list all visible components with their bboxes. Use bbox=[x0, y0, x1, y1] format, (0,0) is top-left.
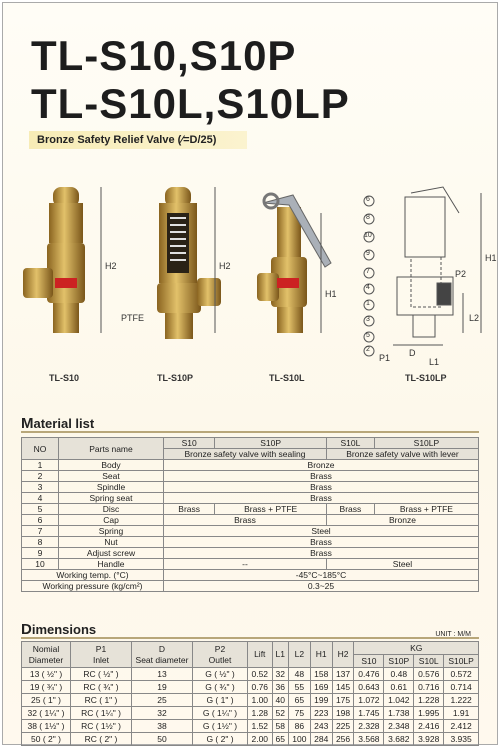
table-cell: 1.222 bbox=[444, 694, 479, 707]
p1-label: P1 bbox=[379, 353, 391, 363]
table-cell: 19 bbox=[132, 681, 193, 694]
table-row: 5 Disc Brass Brass + PTFE Brass Brass + PTFE bbox=[22, 504, 479, 515]
table-cell: 199 bbox=[310, 694, 332, 707]
table-row: 8 Nut Brass bbox=[22, 537, 479, 548]
table-cell: 48 bbox=[288, 668, 310, 681]
table-row bbox=[22, 720, 479, 733]
material-table: NO Parts name S10 S10P S10L S10LP Bronze safety valve with sealing Bronze safety valve with lever 1 Body Bronze 2 Seat Brass 3 Spindle Brass 4 Spring seat Brass 5 Disc Brass Brass + PTFE Brass Brass + PTFE 6 Cap Brass Bronze 7 Spring Steel 8 Nut Brass 9 Adjust screw Brass 10 Handle -- Steel Working temp. (°C) -45°C~185°C Working pressure (kg/cm²) 0.3~25 bbox=[21, 437, 479, 592]
table-cell: 32 ( 1¼" ) bbox=[22, 707, 71, 720]
table-row: Working pressure (kg/cm²) 0.3~25 bbox=[22, 581, 479, 592]
table-cell: 58 bbox=[272, 720, 288, 733]
desc-lever: Bronze safety valve with lever bbox=[326, 449, 478, 460]
table-cell: 1.28 bbox=[248, 707, 273, 720]
desc-sealing: Bronze safety valve with sealing bbox=[164, 449, 327, 460]
table-cell: 100 bbox=[288, 733, 310, 746]
table-cell: 1.072 bbox=[354, 694, 384, 707]
table-row: 3 Spindle Brass bbox=[22, 482, 479, 493]
table-row: 10 Handle -- Steel bbox=[22, 559, 479, 570]
caption-s10: TL-S10 bbox=[49, 373, 80, 383]
table-cell: G ( ½" ) bbox=[193, 668, 248, 681]
table-cell: 52 bbox=[272, 707, 288, 720]
table-cell: 223 bbox=[310, 707, 332, 720]
table-cell: 0.48 bbox=[384, 668, 414, 681]
p2-label: P2 bbox=[455, 269, 467, 279]
h2-label: H2 bbox=[105, 261, 117, 271]
table-cell: 13 ( ½" ) bbox=[22, 668, 71, 681]
table-cell: 32 bbox=[272, 668, 288, 681]
col-no: NO bbox=[22, 438, 59, 460]
caption-s10p: TL-S10P bbox=[157, 373, 194, 383]
page-title-line2: TL-S10L,S10LP bbox=[31, 80, 350, 127]
table-cell: 75 bbox=[288, 707, 310, 720]
callout-8: 8 bbox=[366, 214, 370, 221]
divider bbox=[21, 637, 479, 639]
table-cell: 3.568 bbox=[354, 733, 384, 746]
table-row: 1 Body Bronze bbox=[22, 460, 479, 471]
table-cell: 1.52 bbox=[248, 720, 273, 733]
table-cell: 1.738 bbox=[384, 707, 414, 720]
table-cell: 169 bbox=[310, 681, 332, 694]
table-cell: 0.52 bbox=[248, 668, 273, 681]
col-parts-name: Parts name bbox=[59, 438, 164, 460]
table-row: 6 Cap Brass Bronze bbox=[22, 515, 479, 526]
table-cell: 2.412 bbox=[444, 720, 479, 733]
callout-3: 3 bbox=[366, 316, 370, 323]
h1-label: H1 bbox=[325, 289, 337, 299]
callout-10: 10 bbox=[364, 232, 372, 239]
h1-label: H1 bbox=[485, 253, 497, 263]
table-cell: 1.745 bbox=[354, 707, 384, 720]
table-cell: 38 bbox=[132, 720, 193, 733]
table-row bbox=[22, 707, 479, 720]
table-cell: 25 ( 1" ) bbox=[22, 694, 71, 707]
dimensions-body bbox=[22, 668, 479, 746]
table-cell: G ( 1½" ) bbox=[193, 720, 248, 733]
table-cell: 1.995 bbox=[414, 707, 444, 720]
table-cell: 137 bbox=[332, 668, 354, 681]
table-cell: 0.61 bbox=[384, 681, 414, 694]
table-cell: G ( 2" ) bbox=[193, 733, 248, 746]
table-cell: 2.00 bbox=[248, 733, 273, 746]
table-cell: G ( 1¼" ) bbox=[193, 707, 248, 720]
divider bbox=[21, 431, 479, 433]
table-cell: 175 bbox=[332, 694, 354, 707]
l1-label: L1 bbox=[429, 357, 440, 367]
table-cell: RC ( 1¼" ) bbox=[71, 707, 132, 720]
table-row bbox=[22, 694, 479, 707]
callout-1: 1 bbox=[366, 300, 370, 307]
page-title-line1: TL-S10,S10P bbox=[31, 32, 297, 79]
table-cell: RC ( 1" ) bbox=[71, 694, 132, 707]
table-cell: 284 bbox=[310, 733, 332, 746]
dimensions-heading: Dimensions bbox=[21, 621, 97, 638]
caption-s10lp: TL-S10LP bbox=[405, 373, 447, 383]
unit-label: UNIT : M/M bbox=[435, 631, 471, 638]
table-cell: 3.928 bbox=[414, 733, 444, 746]
table-cell: 55 bbox=[288, 681, 310, 694]
callout-2: 2 bbox=[366, 346, 370, 353]
ptfe-label: PTFE bbox=[121, 313, 145, 323]
table-cell: RC ( 1½" ) bbox=[71, 720, 132, 733]
table-cell: 0.572 bbox=[444, 668, 479, 681]
table-row bbox=[22, 668, 479, 681]
caption-s10l: TL-S10L bbox=[269, 373, 305, 383]
table-cell: 1.042 bbox=[384, 694, 414, 707]
table-cell: 38 ( 1½" ) bbox=[22, 720, 71, 733]
table-row bbox=[22, 733, 479, 746]
table-cell: G ( 1" ) bbox=[193, 694, 248, 707]
product-figures bbox=[13, 173, 497, 393]
table-cell: 1.91 bbox=[444, 707, 479, 720]
table-cell: 32 bbox=[132, 707, 193, 720]
table-cell: 25 bbox=[132, 694, 193, 707]
table-cell: 65 bbox=[272, 733, 288, 746]
dimensions-table: Nomial Diameter P1 Inlet D Seat diameter P2 Outlet Lift L1 L2 H1 H2 KG S10 S10P S10L S10LP 13 ( ½" ) RC ( ½" ) 13 G ( ½" ) 0.52 32 48 158 137 0.476 0.48 0.576 0.572 19 ( ¾" ) RC ( ¾" ) 19 G ( ¾" ) 0.76 36 55 169 145 0.643 0.61 0.716 0.714 25 ( 1" ) RC ( 1" ) 25 G ( 1" ) 1.00 40 65 199 175 1.072 1.042 1.228 1.222 32 ( 1¼" ) RC ( 1¼" ) 32 G ( 1¼" ) 1.28 52 75 223 198 1.745 1.738 1.995 1.91 38 ( 1½" ) RC ( 1½" ) 38 G ( 1½" ) 1.52 58 86 243 225 2.328 2.348 2.416 2.412 50 ( 2" ) RC ( 2" ) 50 G ( 2" ) 2.00 65 100 284 256 3.568 3.682 3.928 3.935 bbox=[21, 641, 479, 746]
l2-label: L2 bbox=[469, 313, 480, 323]
d-label: D bbox=[409, 348, 416, 358]
table-cell: RC ( 2" ) bbox=[71, 733, 132, 746]
table-cell: 225 bbox=[332, 720, 354, 733]
valve-illustrations bbox=[13, 173, 493, 393]
table-row: 7 Spring Steel bbox=[22, 526, 479, 537]
table-cell: 1.228 bbox=[414, 694, 444, 707]
h2-label: H2 bbox=[219, 261, 231, 271]
table-cell: 158 bbox=[310, 668, 332, 681]
table-row: 2 Seat Brass bbox=[22, 471, 479, 482]
table-cell: 1.00 bbox=[248, 694, 273, 707]
table-cell: 86 bbox=[288, 720, 310, 733]
valve-s10p-image bbox=[157, 187, 221, 339]
callout-5: 5 bbox=[366, 332, 370, 339]
table-cell: 3.935 bbox=[444, 733, 479, 746]
page bbox=[2, 2, 498, 745]
subtitle: Bronze Safety Relief Valve (⁄=D/25) bbox=[29, 131, 247, 149]
table-cell: 0.714 bbox=[444, 681, 479, 694]
table-cell: 198 bbox=[332, 707, 354, 720]
table-row: 4 Spring seat Brass bbox=[22, 493, 479, 504]
table-cell: 145 bbox=[332, 681, 354, 694]
table-row: 9 Adjust screw Brass bbox=[22, 548, 479, 559]
valve-s10-image bbox=[23, 187, 101, 333]
table-cell: 40 bbox=[272, 694, 288, 707]
valve-s10l-image bbox=[257, 194, 331, 333]
callout-7: 7 bbox=[366, 268, 370, 275]
table-cell: RC ( ¾" ) bbox=[71, 681, 132, 694]
table-cell: 0.576 bbox=[414, 668, 444, 681]
table-cell: RC ( ½" ) bbox=[71, 668, 132, 681]
table-cell: 50 bbox=[132, 733, 193, 746]
table-row bbox=[22, 681, 479, 694]
table-cell: 13 bbox=[132, 668, 193, 681]
table-cell: 243 bbox=[310, 720, 332, 733]
table-cell: 50 ( 2" ) bbox=[22, 733, 71, 746]
table-cell: 0.76 bbox=[248, 681, 273, 694]
table-cell: G ( ¾" ) bbox=[193, 681, 248, 694]
table-cell: 65 bbox=[288, 694, 310, 707]
table-cell: 36 bbox=[272, 681, 288, 694]
callout-6: 6 bbox=[366, 196, 370, 203]
callout-9: 9 bbox=[366, 250, 370, 257]
table-cell: 256 bbox=[332, 733, 354, 746]
table-cell: 3.682 bbox=[384, 733, 414, 746]
table-row: Working temp. (°C) -45°C~185°C bbox=[22, 570, 479, 581]
table-cell: 0.643 bbox=[354, 681, 384, 694]
table-cell: 0.476 bbox=[354, 668, 384, 681]
table-cell: 2.416 bbox=[414, 720, 444, 733]
table-cell: 19 ( ¾" ) bbox=[22, 681, 71, 694]
table-cell: 2.328 bbox=[354, 720, 384, 733]
table-cell: 0.716 bbox=[414, 681, 444, 694]
callout-4: 4 bbox=[366, 284, 370, 291]
table-cell: 2.348 bbox=[384, 720, 414, 733]
material-list-heading: Material list bbox=[21, 415, 95, 432]
